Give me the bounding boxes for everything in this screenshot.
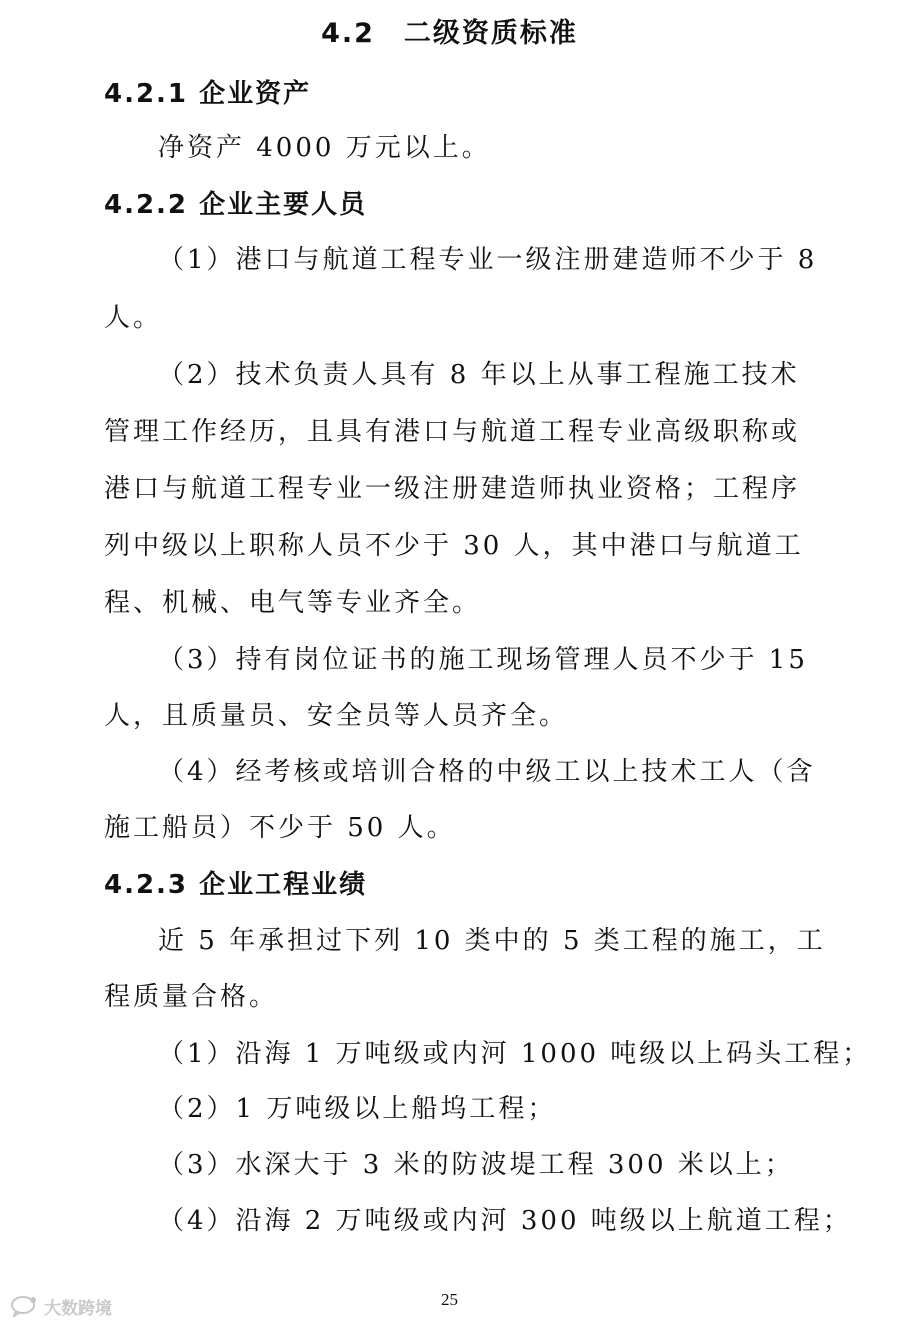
watermark	[10, 1293, 112, 1319]
paragraph-line: （2）技术负责人具有 8 年以上从事工程施工技术	[158, 360, 800, 390]
section-heading-assets: 4.2.1 企业资产	[104, 79, 312, 109]
list-item: （4）沿海 2 万吨级或内河 300 吨级以上航道工程；	[158, 1206, 852, 1236]
section-heading-performance: 4.2.3 企业工程业绩	[104, 870, 368, 900]
paragraph-line: 近 5 年承担过下列 10 类中的 5 类工程的施工，工	[158, 926, 826, 956]
paragraph-line: 施工船员）不少于 50 人。	[104, 813, 456, 843]
paragraph-line: 列中级以上职称人员不少于 30 人，其中港口与航道工	[104, 531, 804, 561]
chat-bubble-logo-icon	[10, 1295, 38, 1317]
paragraph-line: （4）经考核或培训合格的中级工以上技术工人（含	[158, 757, 816, 787]
paragraph-line: （1）港口与航道工程专业一级注册建造师不少于 8	[158, 245, 818, 275]
paragraph-line: 程、机械、电气等专业齐全。	[104, 588, 482, 618]
section-heading-personnel: 4.2.2 企业主要人员	[104, 190, 368, 220]
list-item: （3）水深大于 3 米的防波堤工程 300 米以上；	[158, 1150, 794, 1180]
page-number: 25	[441, 1290, 458, 1309]
list-item: （2）1 万吨级以上船坞工程；	[158, 1094, 557, 1124]
watermark-text: 大数跨境	[44, 1298, 112, 1319]
list-item: （1）沿海 1 万吨级或内河 1000 吨级以上码头工程；	[158, 1039, 872, 1069]
paragraph-line: 程质量合格。	[104, 982, 279, 1012]
paragraph-line: （3）持有岗位证书的施工现场管理人员不少于 15	[158, 645, 808, 675]
paragraph-line: 人。	[104, 303, 163, 333]
page-title: 4.2 二级资质标准	[321, 18, 578, 49]
paragraph-line: 净资产 4000 万元以上。	[158, 133, 491, 163]
paragraph-line: 管理工作经历，且具有港口与航道工程专业高级职称或	[104, 417, 801, 447]
paragraph-line: 港口与航道工程专业一级注册建造师执业资格；工程序	[104, 474, 801, 504]
paragraph-line: 人，且质量员、安全员等人员齐全。	[104, 701, 569, 731]
